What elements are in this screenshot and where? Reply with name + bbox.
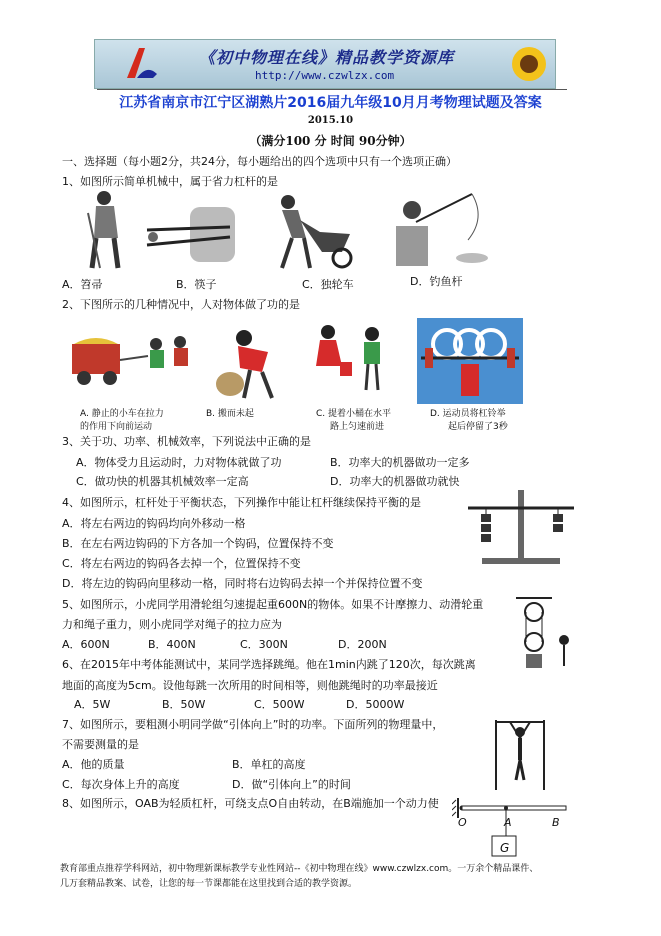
broom-picture xyxy=(74,188,136,273)
q5-option-c[interactable]: C．300N xyxy=(240,638,288,651)
q2-caption-a2: 的作用下向前运动 xyxy=(80,422,153,432)
pulley-system-diagram xyxy=(512,596,574,674)
banner-url[interactable]: http://www.czwlzx.com xyxy=(255,69,395,82)
q2-caption-d1: D. 运动员将杠铃举 xyxy=(430,409,506,419)
q2-caption-d2: 起后停留了3秒 xyxy=(448,422,508,432)
weightlifter-picture xyxy=(417,318,523,404)
weight-label-g: G xyxy=(500,841,510,855)
q4-option-d[interactable]: D．将左边的钩码向里移动一格，同时将右边钩码去掉一个并保持位置不变 xyxy=(62,577,423,590)
q3-option-d[interactable]: D．功率大的机器做功就快 xyxy=(330,475,460,488)
q6-option-d[interactable]: D．5000W xyxy=(346,698,405,711)
header-banner xyxy=(94,39,556,89)
q3-stem: 3、关于功、功率、机械效率，下列说法中正确的是 xyxy=(62,435,311,448)
sunflower-icon xyxy=(509,44,549,84)
fishing-rod-picture xyxy=(386,188,491,273)
q4-option-b[interactable]: B．在左右两边钩码的下方各加一个钩码，位置保持不变 xyxy=(62,537,334,550)
banner-title: 《初中物理在线》精品教学资源库 xyxy=(199,48,455,67)
footer-line-1: 教育部重点推荐学科网站，初中物理新课标教学专业性网站--《初中物理在线》www.czwlzx.com。一万余个精品课件、 xyxy=(60,864,539,874)
page-footer xyxy=(60,862,620,892)
exam-date: 2015.10 xyxy=(307,115,354,126)
q4-option-c[interactable]: C．将左右两边的钩码各去掉一个，位置保持不变 xyxy=(62,557,301,570)
q5-option-b[interactable]: B．400N xyxy=(148,638,196,651)
pull-up-bar-picture xyxy=(492,716,548,792)
lever-label-b: B xyxy=(552,816,560,829)
q5-option-d[interactable]: D．200N xyxy=(338,638,387,651)
lever-label-o: O xyxy=(458,816,467,829)
q7-stem-line1: 7、如图所示，要粗测小明同学做“引体向上”时的功率。下面所列的物理量中， xyxy=(62,718,444,731)
q1-stem: 1、如图所示简单机械中，属于省力杠杆的是 xyxy=(62,175,278,188)
q2-caption-c2: 路上匀速前进 xyxy=(330,422,385,432)
q7-stem-line2: 不需要测量的是 xyxy=(62,738,139,751)
document-title: 江苏省南京市江宁区湖熟片2016届九年级10月月考物理试题及答案 xyxy=(119,95,542,111)
q3-option-a[interactable]: A．物体受力且运动时，力对物体就做了功 xyxy=(76,456,282,469)
score-time-line: （满分100 分 时间 90分钟） xyxy=(249,134,412,148)
section-heading: 一、选择题（每小题2分，共24分，每小题给出的四个选项中只有一个选项正确） xyxy=(62,155,457,168)
q2-caption-b: B. 搬而未起 xyxy=(206,409,254,419)
q7-option-d[interactable]: D．做“引体向上”的时间 xyxy=(232,778,351,791)
q1-option-d[interactable]: D．钓鱼杆 xyxy=(410,275,463,288)
wheelbarrow-picture xyxy=(270,192,355,272)
q4-stem: 4、如图所示，杠杆处于平衡状态，下列操作中能让杠杆继续保持平衡的是 xyxy=(62,496,421,509)
lever-label-a: A xyxy=(504,816,512,829)
chopsticks-picture xyxy=(145,205,240,270)
q7-option-b[interactable]: B．单杠的高度 xyxy=(232,758,306,771)
cart-pulling-picture xyxy=(68,330,198,390)
q1-option-a[interactable]: A．笤帚 xyxy=(62,278,103,291)
q6-option-b[interactable]: B．50W xyxy=(162,698,206,711)
q3-option-c[interactable]: C．做功快的机器其机械效率一定高 xyxy=(76,475,249,488)
site-logo-icon xyxy=(123,44,159,84)
q6-stem-line2: 地面的高度为5cm。设他每跳一次所用的时间相等，则他跳绳时的功率最接近 xyxy=(62,679,438,692)
q8-stem: 8、如图所示，OAB为轻质杠杆，可绕支点O自由转动，在B端施加一个动力使 xyxy=(62,797,439,810)
q5-stem-line1: 5、如图所示，小虎同学用滑轮组匀速提起重600N的物体。如果不计摩擦力、动滑轮重 xyxy=(62,598,484,611)
q6-stem-line1: 6、在2015年中考体能测试中，某同学选择跳绳。他在1min内跳了120次，每次跳离 xyxy=(62,658,476,671)
q2-caption-a1: A. 静止的小车在拉力 xyxy=(80,409,164,419)
q6-option-a[interactable]: A．5W xyxy=(74,698,111,711)
q4-option-a[interactable]: A．将左右两边的钩码均向外移动一格 xyxy=(62,517,246,530)
footer-line-2: 几万套精品教案、试卷，让您的每一节课都能在这里找到合适的教学资源。 xyxy=(60,879,358,889)
q3-option-b[interactable]: B．功率大的机器做功一定多 xyxy=(330,456,470,469)
q5-option-a[interactable]: A．600N xyxy=(62,638,110,651)
carry-bucket-picture xyxy=(312,322,392,394)
lifting-sack-picture xyxy=(210,328,290,400)
q2-caption-c1: C. 提着小桶在水平 xyxy=(316,409,392,419)
q5-stem-line2: 力和绳子重力，则小虎同学对绳子的拉力应为 xyxy=(62,618,282,631)
q7-option-a[interactable]: A．他的质量 xyxy=(62,758,125,771)
q1-option-c[interactable]: C．独轮车 xyxy=(302,278,354,291)
q6-option-c[interactable]: C．500W xyxy=(254,698,305,711)
lever-balance-diagram xyxy=(462,488,582,568)
header-rule xyxy=(97,89,567,90)
q2-stem: 2、下图所示的几种情况中，人对物体做了功的是 xyxy=(62,298,300,311)
q7-option-c[interactable]: C．每次身体上升的高度 xyxy=(62,778,180,791)
q1-option-b[interactable]: B．筷子 xyxy=(176,278,217,291)
